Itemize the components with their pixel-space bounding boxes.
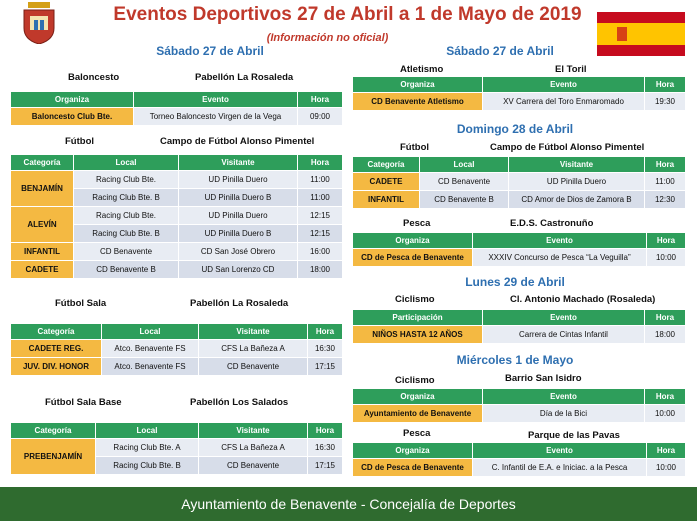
date-header-monday: Lunes 29 de Abril xyxy=(465,275,565,289)
cell-organiza: CD de Pesca de Benavente xyxy=(353,249,472,266)
table-row xyxy=(353,459,685,476)
cell-hora: 16:30 xyxy=(308,439,342,456)
col-header: Organiza xyxy=(353,389,482,404)
venue-label-futbol-sala: Pabellón La Rosaleda xyxy=(190,298,289,309)
page-title: Eventos Deportivos 27 de Abril a 1 de Mayo de 2019 xyxy=(113,4,582,25)
cell-visitante: CD San José Obrero xyxy=(179,243,297,260)
page-subtitle: (Información no oficial) xyxy=(266,32,389,44)
cell-evento: Carrera de Cintas Infantil xyxy=(483,326,644,343)
col-header: Hora xyxy=(308,423,342,438)
table-row xyxy=(353,249,685,266)
cell-categoria: INFANTIL xyxy=(353,191,419,208)
date-header-sunday: Domingo 28 de Abril xyxy=(456,122,574,136)
cell-hora: 10:00 xyxy=(645,405,685,422)
col-header: Evento xyxy=(483,389,644,404)
cell-hora: 12:15 xyxy=(298,225,342,242)
col-header: Hora xyxy=(645,310,685,325)
cell-visitante: CD Amor de Dios de Zamora B xyxy=(509,191,644,208)
table-row xyxy=(353,93,685,110)
cell-hora: 18:00 xyxy=(298,261,342,278)
table-atletismo xyxy=(352,76,686,111)
col-header: Local xyxy=(74,155,178,170)
cell-organiza: CD Benavente Atletismo xyxy=(353,93,482,110)
col-header: Visitante xyxy=(199,324,307,339)
cell-visitante: UD San Lorenzo CD xyxy=(179,261,297,278)
sport-label-pesca-2: Pesca xyxy=(403,428,431,439)
venue-label-ciclismo-1: Cl. Antonio Machado (Rosaleda) xyxy=(510,294,656,305)
cell-local: Racing Club Bte. xyxy=(74,207,178,224)
col-header: Evento xyxy=(483,77,644,92)
venue-label-atletismo: El Toril xyxy=(555,64,587,75)
date-header-saturday-right: Sábado 27 de Abril xyxy=(446,44,554,58)
cell-local: Racing Club Bte. B xyxy=(96,457,198,474)
table-baloncesto xyxy=(10,91,343,126)
table-futbol-sala-base xyxy=(10,422,343,475)
col-header: Local xyxy=(96,423,198,438)
table-pesca-2 xyxy=(352,442,686,477)
table-row xyxy=(353,173,685,190)
cell-categoria: CADETE xyxy=(353,173,419,190)
table-futbol-right xyxy=(352,156,686,209)
cell-hora: 16:30 xyxy=(308,340,342,357)
col-header: Categoría xyxy=(11,324,101,339)
cell-local: CD Benavente B xyxy=(74,261,178,278)
cell-visitante: UD Pinilla Duero xyxy=(179,171,297,188)
cell-hora: 12:30 xyxy=(645,191,685,208)
cell-evento: XXXIV Concurso de Pesca “La Veguilla” xyxy=(473,249,646,266)
col-header: Participación xyxy=(353,310,482,325)
cell-organiza: Baloncesto Club Bte. xyxy=(11,108,133,125)
venue-label-ciclismo-2: Barrio San Isidro xyxy=(505,373,582,384)
venue-label-pesca-2: Parque de las Pavas xyxy=(528,430,620,441)
cell-local: CD Benavente B xyxy=(420,191,508,208)
sport-label-pesca-1: Pesca xyxy=(403,218,431,229)
table-row xyxy=(11,243,342,260)
col-header: Hora xyxy=(647,233,685,248)
cell-categoria: INFANTIL xyxy=(11,243,73,260)
cell-hora: 11:00 xyxy=(298,189,342,206)
cell-visitante: CFS La Bañeza A xyxy=(199,340,307,357)
venue-label-futbol: Campo de Fútbol Alonso Pimentel xyxy=(160,136,315,147)
col-header: Hora xyxy=(645,389,685,404)
cell-categoria: CADETE xyxy=(11,261,73,278)
footer-banner: Ayuntamiento de Benavente - Concejalía de Deportes xyxy=(0,487,697,521)
cell-categoria: CADETE REG. xyxy=(11,340,101,357)
cell-local: CD Benavente xyxy=(420,173,508,190)
col-header: Hora xyxy=(647,443,685,458)
venue-label-pesca-1: E.D.S. Castronuño xyxy=(510,218,594,229)
cell-visitante: UD Pinilla Duero xyxy=(509,173,644,190)
venue-label-futbol-right: Campo de Fútbol Alonso Pimentel xyxy=(490,142,645,153)
coat-of-arms-logo xyxy=(22,2,56,44)
col-header: Local xyxy=(102,324,198,339)
table-row xyxy=(11,207,342,224)
cell-local: Atco. Benavente FS xyxy=(102,340,198,357)
col-header: Hora xyxy=(298,92,342,107)
cell-categoria: ALEVÍN xyxy=(11,207,73,242)
table-row xyxy=(353,191,685,208)
col-header: Categoría xyxy=(11,155,73,170)
cell-organiza: Ayuntamiento de Benavente xyxy=(353,405,482,422)
col-header: Visitante xyxy=(199,423,307,438)
venue-label-baloncesto: Pabellón La Rosaleda xyxy=(195,72,294,83)
cell-evento: XV Carrera del Toro Enmaromado xyxy=(483,93,644,110)
cell-hora: 16:00 xyxy=(298,243,342,260)
cell-local: Racing Club Bte. B xyxy=(74,189,178,206)
date-header-saturday-left: Sábado 27 de Abril xyxy=(156,44,264,58)
sport-label-futbol-right: Fútbol xyxy=(400,142,430,153)
cell-visitante: UD Pinilla Duero B xyxy=(179,189,297,206)
cell-local: Racing Club Bte. xyxy=(74,171,178,188)
table-pesca-1 xyxy=(352,232,686,267)
cell-evento: Torneo Baloncesto Virgen de la Vega xyxy=(134,108,297,125)
cell-participacion: NIÑOS HASTA 12 AÑOS xyxy=(353,326,482,343)
cell-hora: 11:00 xyxy=(645,173,685,190)
col-header: Visitante xyxy=(179,155,297,170)
table-futbol-left xyxy=(10,154,343,279)
col-header: Evento xyxy=(473,233,646,248)
sport-label-futbol-sala-base: Fútbol Sala Base xyxy=(45,397,122,408)
col-header: Hora xyxy=(308,324,342,339)
cell-local: Atco. Benavente FS xyxy=(102,358,198,375)
sport-label-ciclismo-1: Ciclismo xyxy=(395,294,435,305)
table-row xyxy=(11,261,342,278)
col-header: Organiza xyxy=(353,443,472,458)
col-header: Visitante xyxy=(509,157,644,172)
sport-label-futbol: Fútbol xyxy=(65,136,95,147)
cell-hora: 10:00 xyxy=(647,459,685,476)
col-header: Organiza xyxy=(11,92,133,107)
cell-hora: 17:15 xyxy=(308,457,342,474)
cell-local: Racing Club Bte. B xyxy=(74,225,178,242)
cell-hora: 19:30 xyxy=(645,93,685,110)
cell-visitante: UD Pinilla Duero xyxy=(179,207,297,224)
table-row xyxy=(11,340,342,357)
cell-local: CD Benavente xyxy=(74,243,178,260)
table-row xyxy=(353,405,685,422)
table-ciclismo-2 xyxy=(352,388,686,423)
cell-hora: 12:15 xyxy=(298,207,342,224)
col-header: Organiza xyxy=(353,77,482,92)
col-header: Hora xyxy=(298,155,342,170)
table-row xyxy=(11,171,342,188)
cell-hora: 17:15 xyxy=(308,358,342,375)
col-header: Hora xyxy=(645,157,685,172)
date-header-wednesday: Miércoles 1 de Mayo xyxy=(456,353,574,367)
sport-label-baloncesto: Baloncesto xyxy=(68,72,120,83)
col-header: Evento xyxy=(473,443,646,458)
col-header: Categoría xyxy=(11,423,95,438)
table-row xyxy=(353,326,685,343)
col-header: Organiza xyxy=(353,233,472,248)
col-header: Evento xyxy=(483,310,644,325)
cell-visitante: CFS La Bañeza A xyxy=(199,439,307,456)
cell-organiza: CD de Pesca de Benavente xyxy=(353,459,472,476)
cell-evento: Día de la Bici xyxy=(483,405,644,422)
cell-hora: 18:00 xyxy=(645,326,685,343)
sport-label-atletismo: Atletismo xyxy=(400,64,444,75)
cell-categoria: JUV. DIV. HONOR xyxy=(11,358,101,375)
sport-label-ciclismo-2: Ciclismo xyxy=(395,375,435,386)
cell-hora: 10:00 xyxy=(647,249,685,266)
cell-hora: 11:00 xyxy=(298,171,342,188)
col-header: Evento xyxy=(134,92,297,107)
sport-label-futbol-sala: Fútbol Sala xyxy=(55,298,107,309)
cell-categoria: BENJAMÍN xyxy=(11,171,73,206)
table-row xyxy=(11,108,342,125)
cell-hora: 09:00 xyxy=(298,108,342,125)
table-row xyxy=(11,439,342,456)
cell-categoria: PREBENJAMÍN xyxy=(11,439,95,474)
table-row xyxy=(11,358,342,375)
col-header: Categoría xyxy=(353,157,419,172)
table-futbol-sala xyxy=(10,323,343,376)
col-header: Hora xyxy=(645,77,685,92)
col-header: Local xyxy=(420,157,508,172)
venue-label-futbol-sala-base: Pabellón Los Salados xyxy=(190,397,289,408)
cell-evento: C. Infantil de E.A. e Iniciac. a la Pesca xyxy=(473,459,646,476)
cell-visitante: UD Pinilla Duero B xyxy=(179,225,297,242)
cell-local: Racing Club Bte. A xyxy=(96,439,198,456)
table-ciclismo-1 xyxy=(352,309,686,344)
cell-visitante: CD Benavente xyxy=(199,358,307,375)
cell-visitante: CD Benavente xyxy=(199,457,307,474)
